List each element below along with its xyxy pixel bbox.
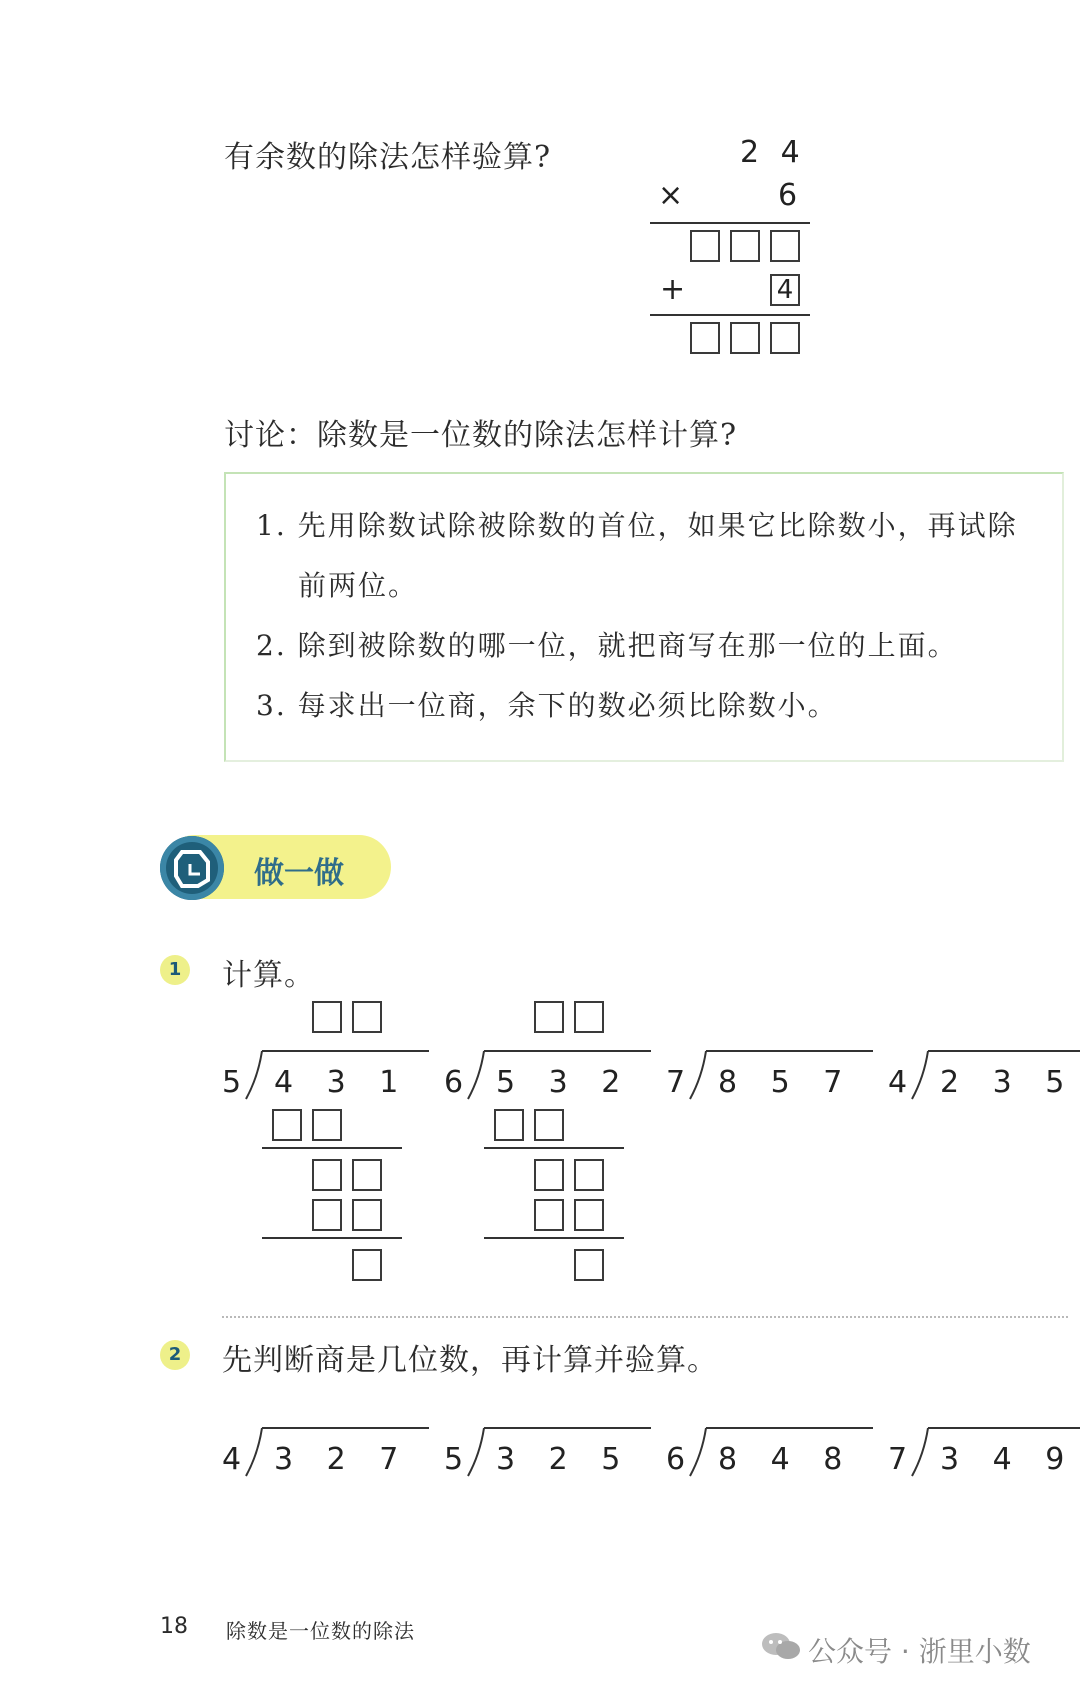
answer-box[interactable] — [730, 322, 760, 354]
exercise-number-2: 2 — [160, 1340, 190, 1370]
divisor: 7 — [666, 1065, 686, 1100]
page-number: 18 — [160, 1614, 188, 1639]
dividend: 8 4 8 — [718, 1442, 855, 1477]
answer-box[interactable] — [534, 1001, 564, 1033]
answer-box[interactable] — [690, 322, 720, 354]
remainder-box — [770, 274, 800, 306]
answer-box[interactable] — [352, 1159, 382, 1191]
watermark: 公众号 · 浙里小数 — [808, 1635, 1031, 1668]
answer-box[interactable] — [534, 1159, 564, 1191]
answer-box[interactable] — [574, 1159, 604, 1191]
product-line — [650, 222, 810, 224]
answer-box[interactable] — [770, 322, 800, 354]
plus-sign: + — [660, 272, 686, 307]
multiplicand: 2 4 — [740, 135, 806, 170]
exercise-2-instruction: 先判断商是几位数，再计算并验算。 — [222, 1343, 718, 1378]
rule-1: 1. 先用除数试除被除数的首位，如果它比除数小，再试除 — [256, 509, 1018, 542]
answer-box[interactable] — [352, 1249, 382, 1281]
divisor: 7 — [888, 1442, 908, 1477]
answer-box[interactable] — [574, 1199, 604, 1231]
work-line — [262, 1237, 402, 1239]
divisor: 4 — [888, 1065, 908, 1100]
work-line — [484, 1237, 624, 1239]
answer-box[interactable] — [770, 230, 800, 262]
work-line — [484, 1147, 624, 1149]
dividend: 3 2 5 — [496, 1442, 633, 1477]
answer-box[interactable] — [690, 230, 720, 262]
divisor: 5 — [222, 1065, 242, 1100]
answer-box[interactable] — [312, 1159, 342, 1191]
sum-line — [650, 314, 810, 316]
answer-box[interactable] — [534, 1109, 564, 1141]
divisor: 5 — [444, 1442, 464, 1477]
do-it-icon — [160, 836, 224, 900]
divisor: 4 — [222, 1442, 242, 1477]
rule-1-cont: 前两位。 — [298, 569, 419, 602]
multiplier: 6 — [778, 178, 798, 213]
exercise-1-instruction: 计算。 — [222, 958, 315, 993]
answer-box[interactable] — [352, 1199, 382, 1231]
answer-box[interactable] — [312, 1001, 342, 1033]
remainder-value: 4 — [776, 275, 794, 305]
question-title: 有余数的除法怎样验算? — [224, 140, 552, 175]
discussion-box — [224, 472, 1064, 762]
answer-box[interactable] — [312, 1199, 342, 1231]
answer-box[interactable] — [534, 1199, 564, 1231]
dividend: 4 3 1 — [274, 1065, 411, 1100]
wechat-icon — [760, 1630, 802, 1666]
divider — [222, 1316, 1068, 1318]
dividend: 3 4 9 — [940, 1442, 1077, 1477]
answer-box[interactable] — [574, 1001, 604, 1033]
answer-box[interactable] — [272, 1109, 302, 1141]
dividend: 3 2 7 — [274, 1442, 411, 1477]
chapter-title: 除数是一位数的除法 — [226, 1619, 415, 1643]
rule-2: 2. 除到被除数的哪一位，就把商写在那一位的上面。 — [256, 629, 958, 662]
answer-box[interactable] — [730, 230, 760, 262]
discussion-title: 讨论：除数是一位数的除法怎样计算? — [224, 418, 738, 453]
work-line — [262, 1147, 402, 1149]
answer-box[interactable] — [352, 1001, 382, 1033]
dividend: 8 5 7 — [718, 1065, 855, 1100]
exercise-number-1: 1 — [160, 955, 190, 985]
dividend: 5 3 2 — [496, 1065, 633, 1100]
answer-box[interactable] — [574, 1249, 604, 1281]
section-title: 做一做 — [254, 856, 344, 891]
divisor: 6 — [444, 1065, 464, 1100]
answer-box[interactable] — [312, 1109, 342, 1141]
times-sign: × — [658, 178, 684, 213]
answer-box[interactable] — [494, 1109, 524, 1141]
rule-3: 3. 每求出一位商，余下的数必须比除数小。 — [256, 689, 838, 722]
dividend: 2 3 5 — [940, 1065, 1077, 1100]
divisor: 6 — [666, 1442, 686, 1477]
